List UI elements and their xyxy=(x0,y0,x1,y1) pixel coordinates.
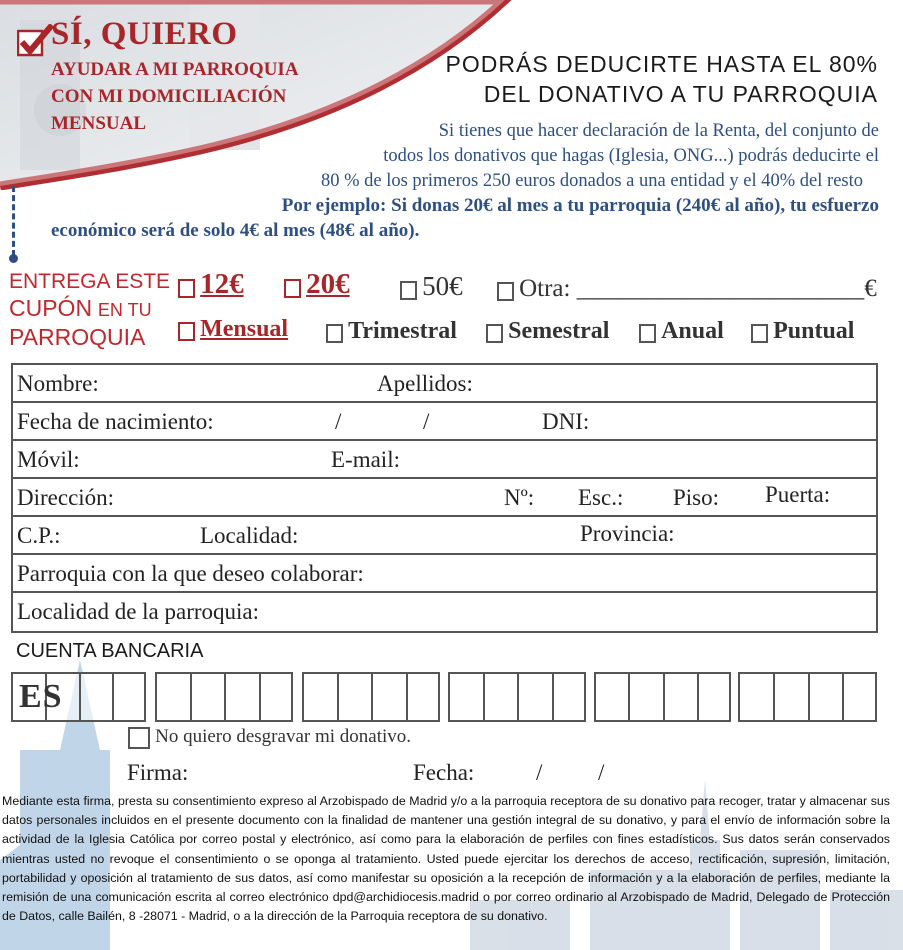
amount-option-other[interactable] xyxy=(497,275,877,303)
info-line: 80 % de los primeros 250 euros donados a una entidad y el 40% del resto xyxy=(320,171,863,191)
checkbox[interactable] xyxy=(497,282,514,301)
amount-option-50[interactable] xyxy=(400,271,463,302)
checkbox[interactable] xyxy=(400,281,417,300)
nombre-label: Nombre: xyxy=(17,371,99,396)
deduct-line: PODRÁS DEDUCIRTE HASTA EL 80% xyxy=(445,51,878,77)
info-line: todos los donativos que hagas (Iglesia, ONG...) podrás deducirte el xyxy=(383,146,879,166)
iban-digit-cell[interactable] xyxy=(483,672,520,722)
iban-digit-cell[interactable] xyxy=(406,672,441,722)
info-line: Si tienes que hacer declaración de la Renta, del conjunto de xyxy=(438,121,879,141)
personal-data-form xyxy=(11,363,878,633)
iban-country-prefix: ES xyxy=(19,678,63,715)
bank-account-label: CUENTA BANCARIA xyxy=(16,640,204,662)
coupon-label xyxy=(9,268,170,351)
iban-digit-cell[interactable] xyxy=(224,672,261,722)
freq-anual[interactable] xyxy=(639,318,724,345)
iban-digit-cell[interactable] xyxy=(371,672,408,722)
example-text xyxy=(51,193,879,243)
cp-label: C.P.: xyxy=(17,523,61,548)
tax-info xyxy=(150,119,879,194)
checkbox[interactable] xyxy=(639,324,656,343)
amount-label: 12€ xyxy=(200,268,244,300)
date-slash: / xyxy=(335,409,342,434)
coupon-line: PARROQUIA xyxy=(9,324,146,350)
subtitle-line: MENSUAL xyxy=(51,113,147,134)
amount-label: 20€ xyxy=(306,268,350,300)
fecha-label[interactable]: Fecha: xyxy=(413,760,475,785)
yes-checkbox-icon[interactable] xyxy=(17,24,45,52)
freq-label: Mensual xyxy=(200,316,289,342)
numero-label: Nº: xyxy=(504,485,535,510)
iban-digit-cell[interactable] xyxy=(552,672,587,722)
freq-puntual[interactable] xyxy=(751,318,854,345)
iban-digit-cell[interactable] xyxy=(448,672,485,722)
apellidos-label: Apellidos: xyxy=(377,371,473,396)
dni-label: DNI: xyxy=(542,409,590,434)
checkbox[interactable] xyxy=(486,324,503,343)
other-amount-field[interactable]: Otra: _______________________€ xyxy=(519,275,877,302)
example-line: económico será de solo 4€ al mes (48€ al año). xyxy=(51,220,420,241)
movil-label: Móvil: xyxy=(17,447,80,472)
email-label: E-mail: xyxy=(331,447,400,472)
iban-digit-cell[interactable] xyxy=(302,672,339,722)
iban-digit-cell[interactable] xyxy=(697,672,731,722)
form-row-parish-location[interactable] xyxy=(13,593,876,631)
iban-digit-cell[interactable] xyxy=(773,672,810,722)
iban-digit-cell[interactable] xyxy=(259,672,294,722)
iban-digit-cell[interactable] xyxy=(663,672,699,722)
connector-dot xyxy=(9,254,18,263)
freq-mensual[interactable] xyxy=(178,316,288,343)
privacy-notice: Mediante esta firma, presta su consentimiento expreso al Arzobispado de Madrid y/o a la parroquia receptora de su donativo para recoger, tratar y almacenar sus datos personales incluidos en el presente documento con la finalidad de mantener una gestión integral de su donativo, y para el envío de información sobre la actividad de la Iglesia Católica por correo postal y electrónico, así como para la elaboración de perfiles con fines estadísticos. Sus datos serán conservados mientras usted no revoque el consentimiento o se oponga al tratamiento. Usted puede ejercitar los derechos de acceso, rectificación, supresión, limitación, portabilidad y oposición al tratamiento de sus datos, así como manifestar su oposición a la recepción de información y a la elaboración de perfiles, mediante la remisión de una comunicación escrita al correo electrónico dpd@archidiocesis.madrid o por correo ordinario al Arzobispado de Madrid, Delegado de Protección de Datos, calle Bailén, 8 -28071 - Madrid, o a la dirección de la Parroquia receptora de su donativo. xyxy=(2,794,890,924)
form-row-name[interactable] xyxy=(13,365,876,403)
checkbox[interactable] xyxy=(751,324,768,343)
coupon-line: ENTREGA ESTE xyxy=(9,270,171,293)
subtitle-line: CON MI DOMICILIACIÓN xyxy=(51,86,287,107)
iban-digit-cell[interactable] xyxy=(79,672,115,722)
amount-option-12[interactable] xyxy=(178,268,244,301)
checkbox[interactable] xyxy=(178,322,195,341)
iban-digit-cell[interactable] xyxy=(112,672,146,722)
freq-label: Semestral xyxy=(508,318,610,344)
piso-label: Piso: xyxy=(673,485,720,510)
deduct-line: DEL DONATIVO A TU PARROQUIA xyxy=(483,81,878,107)
freq-trimestral[interactable] xyxy=(326,318,457,345)
iban-digit-cell[interactable] xyxy=(628,672,664,722)
freq-label: Puntual xyxy=(773,318,855,344)
iban-digit-cell[interactable] xyxy=(190,672,227,722)
iban-digit-cell[interactable] xyxy=(738,672,775,722)
date-slash: / xyxy=(423,409,430,434)
iban-digit-cell[interactable] xyxy=(808,672,845,722)
checkbox[interactable] xyxy=(326,324,343,343)
checkbox[interactable] xyxy=(178,279,195,298)
page-title: SÍ, QUIERO xyxy=(51,16,238,52)
date-slash: / xyxy=(598,760,605,785)
iban-digit-cell[interactable] xyxy=(155,672,192,722)
provincia-label: Provincia: xyxy=(580,521,675,546)
subtitle-line: AYUDAR A MI PARROQUIA xyxy=(51,59,299,80)
puerta-label: Puerta: xyxy=(765,482,831,507)
parroquia-label: Parroquia con la que deseo colaborar: xyxy=(17,561,364,586)
iban-digit-cell[interactable] xyxy=(337,672,374,722)
form-row-contact[interactable] xyxy=(13,441,876,479)
example-line: Por ejemplo: Si donas 20€ al mes a tu parroquia (240€ al año), tu esfuerzo xyxy=(281,195,879,216)
form-row-birth[interactable] xyxy=(13,403,876,441)
freq-semestral[interactable] xyxy=(486,318,609,345)
fecha-nacimiento-label: Fecha de nacimiento: xyxy=(17,409,214,434)
direccion-label: Dirección: xyxy=(17,485,115,510)
localidad-label: Localidad: xyxy=(200,523,299,548)
freq-label: Trimestral xyxy=(348,318,457,344)
firma-label[interactable]: Firma: xyxy=(127,760,189,785)
escalera-label: Esc.: xyxy=(578,485,624,510)
freq-label: Anual xyxy=(661,318,724,344)
checkbox[interactable] xyxy=(128,727,150,749)
coupon-line xyxy=(9,295,170,324)
coupon-word: CUPÓN xyxy=(9,295,93,321)
date-slash: / xyxy=(536,760,543,785)
form-row-parish[interactable] xyxy=(13,555,876,593)
amount-option-20[interactable] xyxy=(284,268,350,301)
checkbox[interactable] xyxy=(284,279,301,298)
iban-digit-cell[interactable] xyxy=(594,672,630,722)
amount-label: 50€ xyxy=(422,271,463,301)
localidad-parroquia-label: Localidad de la parroquia: xyxy=(17,599,260,624)
no-deduct-option[interactable] xyxy=(128,726,411,749)
form-row-address[interactable] xyxy=(13,479,876,517)
iban-digit-cell[interactable] xyxy=(517,672,554,722)
form-row-location[interactable] xyxy=(13,517,876,555)
no-deduct-label: No quiero desgravar mi donativo. xyxy=(155,726,411,747)
coupon-word: EN TU xyxy=(97,300,152,320)
dashed-connector xyxy=(12,186,15,256)
iban-digit-cell[interactable] xyxy=(842,672,877,722)
deduct-heading xyxy=(446,49,878,109)
